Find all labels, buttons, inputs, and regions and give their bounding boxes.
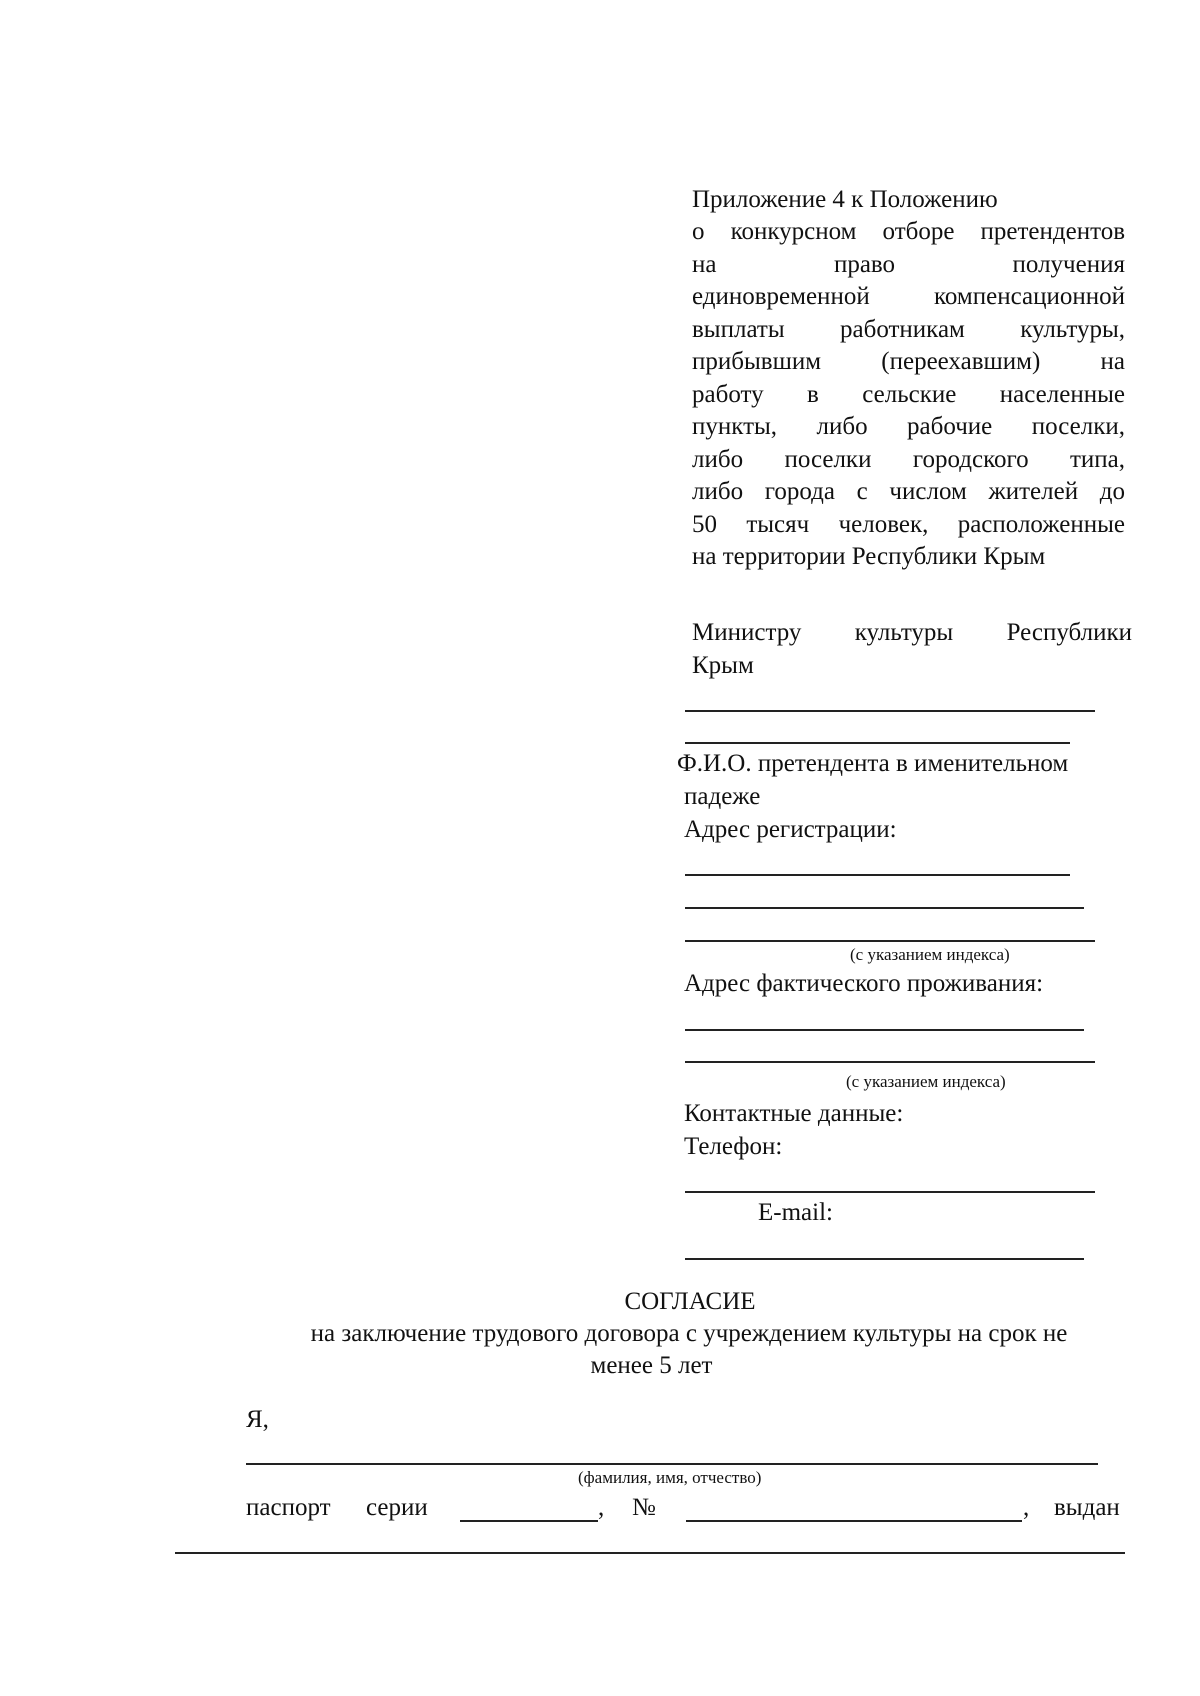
index-hint-1: (с указанием индекса) <box>850 945 1010 964</box>
passport-number-blank-line <box>686 1520 1022 1522</box>
i-label: Я, <box>246 1406 269 1433</box>
consent-subtitle-line-1: на заключение трудового договора с учреждением культуры на срок не <box>310 1320 1068 1347</box>
appendix-line-3: на право получения <box>692 251 1125 278</box>
actual-address-label: Адрес фактического проживания: <box>684 970 1044 997</box>
addressee-line-2: Крым <box>692 652 754 679</box>
passport-comma-1: , <box>598 1494 605 1521</box>
registration-blank-line-2 <box>685 907 1084 909</box>
fio-blank-line <box>246 1463 1098 1465</box>
series-label: серии <box>366 1494 428 1521</box>
name-blank-line-1 <box>685 710 1095 712</box>
addressee-line-1: Министру культуры Республики <box>692 619 1132 646</box>
appendix-line-6: прибывшим (переехавшим) на <box>692 348 1125 375</box>
registration-blank-line-1 <box>685 874 1070 876</box>
appendix-line-1: Приложение 4 к Положению <box>692 186 998 213</box>
passport-label: паспорт <box>246 1494 331 1521</box>
appendix-line-7: работу в сельские населенные <box>692 381 1125 408</box>
email-blank-line <box>685 1258 1084 1260</box>
fio-label-line-2: падеже <box>684 783 761 810</box>
registration-blank-line-3 <box>685 940 1095 942</box>
appendix-line-5: выплаты работникам культуры, <box>692 316 1125 343</box>
actual-address-blank-line-1 <box>685 1029 1084 1031</box>
consent-title: СОГЛАСИЕ <box>624 1288 756 1315</box>
fio-label-line-1: Ф.И.О. претендента в именительном <box>677 750 1069 777</box>
name-blank-line-2 <box>685 742 1070 744</box>
actual-address-blank-line-2 <box>685 1061 1095 1063</box>
email-label: E-mail: <box>758 1199 833 1226</box>
appendix-line-8: пункты, либо рабочие поселки, <box>692 413 1125 440</box>
issued-by-blank-line <box>175 1552 1125 1554</box>
consent-subtitle-line-2: менее 5 лет <box>590 1352 713 1379</box>
appendix-line-12: на территории Республики Крым <box>692 543 1046 570</box>
phone-label: Телефон: <box>684 1133 783 1160</box>
appendix-line-2: о конкурсном отборе претендентов <box>692 218 1125 245</box>
registration-address-label: Адрес регистрации: <box>684 816 897 843</box>
number-label: № <box>632 1494 656 1521</box>
passport-comma-2: , <box>1023 1494 1030 1521</box>
appendix-line-4: единовременной компенсационной <box>692 283 1125 310</box>
index-hint-2: (с указанием индекса) <box>846 1072 1006 1091</box>
contacts-label: Контактные данные: <box>684 1100 904 1127</box>
fio-hint: (фамилия, имя, отчество) <box>578 1468 762 1487</box>
appendix-line-11: 50 тысяч человек, расположенные <box>692 511 1125 538</box>
appendix-line-9: либо поселки городского типа, <box>692 446 1125 473</box>
appendix-line-10: либо города с числом жителей до <box>692 478 1125 505</box>
passport-series-blank-line <box>460 1520 598 1522</box>
issued-label: выдан <box>1054 1494 1120 1521</box>
phone-blank-line <box>685 1191 1095 1193</box>
